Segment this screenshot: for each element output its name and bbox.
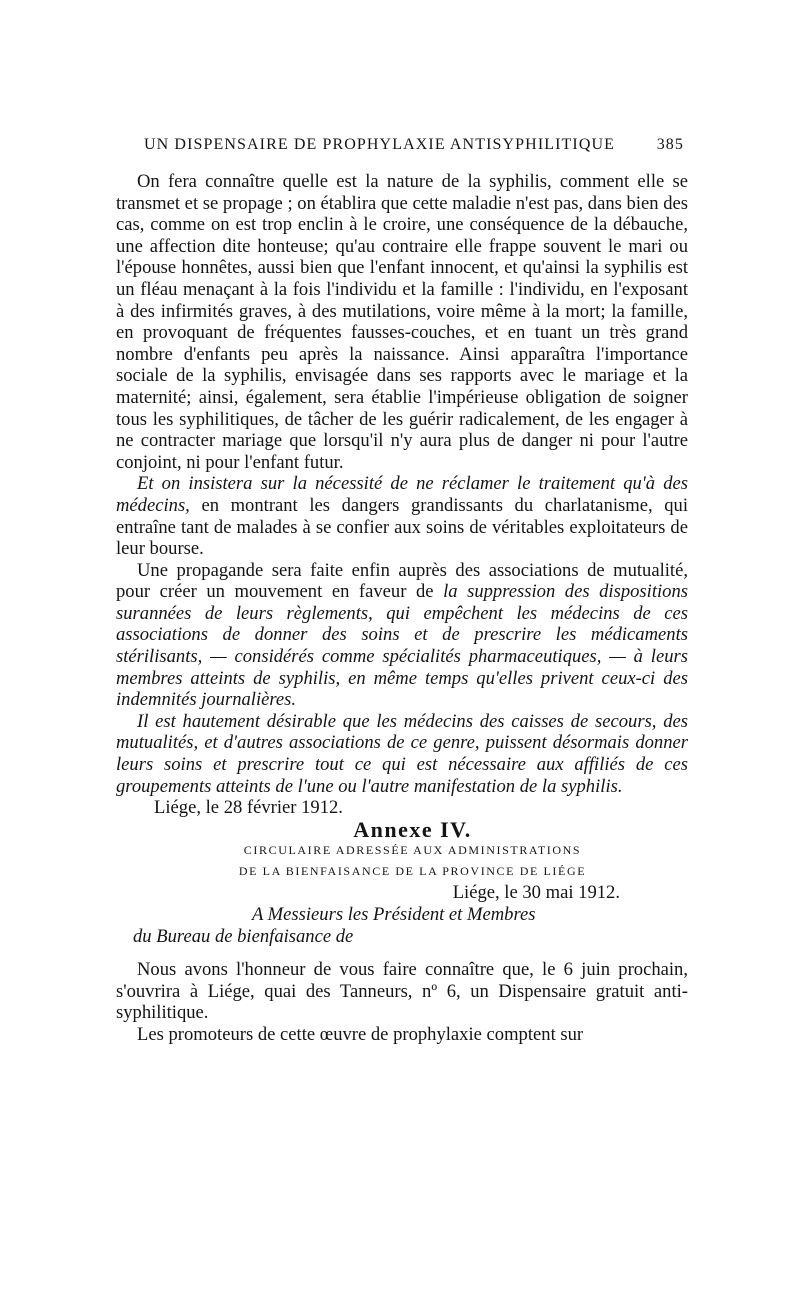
salutation: [116, 904, 688, 947]
paragraph-2: [116, 473, 688, 559]
paragraph-1: On fera connaître quelle est la nature de la syphilis, comment elle se transmet et se propage ; on établira que cette maladie n'est pas, dans bien des cas, comme on est trop enclin à le croire, une conséquence de la débauche, une affection dite honteuse; qu'au contraire elle frappe souvent le mari ou l'épouse honnêtes, aussi bien que l'enfant innocent, et qu'ainsi la syphilis est un fléau menaçant à la fois l'individu et la famille : l'individu, en l'exposant à des infirmités graves, à des mutilations, voire même à la mort; la famille, en provoquant de fréquentes fausses-couches, et en tuant un très grand nombre d'enfants peu après la naissance. Ainsi apparaîtra l'importance sociale de la syphilis, envisagée dans ses rapports avec le mariage et la maternité; ainsi, également, sera établie l'impérieuse obligation de soigner tous les syphilitiques, de tâcher de les guérir radicalement, de les engager à ne contracter mariage que lorsqu'il n'y aura plus de danger ni pour l'autre conjoint, ni pour l'enfant futur.: [116, 171, 688, 473]
circular-paragraph-1: Nous avons l'honneur de vous faire connaître que, le 6 juin prochain, s'ouvrira à Liége, quai des Tanneurs, nº 6, un Dispensaire gratuit anti-syphilitique.: [116, 959, 688, 1024]
circular-paragraph-2: Les promoteurs de cette œuvre de prophylaxie comptent sur: [137, 1023, 584, 1045]
paragraph-2-rest: en montrant les dangers grandissants du charlatanisme, qui entraîne tant de malades à se confier aux soins de véritables exploitateurs de leur bourse.: [116, 494, 688, 560]
salutation-line-1: A Messieurs les Président et Membres: [252, 904, 536, 925]
annexe-subtitle-line-2: DE LA BIENFAISANCE DE LA PROVINCE DE LIÉGE: [238, 864, 587, 879]
salutation-line-2: du Bureau de bienfaisance de: [133, 925, 354, 947]
paragraph-3: [116, 560, 688, 711]
circular-date: Liége, le 30 mai 1912.: [452, 882, 620, 904]
body-text: [116, 171, 688, 1046]
paragraph-3-start: Une propagande sera faite enfin auprès des associations de mutualité, pour créer un mouvement en faveur de: [116, 559, 688, 603]
paragraph-2-italic: Et on insistera sur la nécessité de ne réclamer le traitement qu'à des médecins,: [116, 473, 688, 516]
place-date: Liége, le 28 février 1912.: [154, 797, 343, 819]
annexe-subtitle-line-1: CIRCULAIRE ADRESSÉE AUX ADMINISTRATIONS: [243, 843, 582, 858]
paragraph-4: Il est hautement désirable que les médecins des caisses de secours, des mutualités, et d'autres associations de ce genre, puissent désormais donner leurs soins et prescrire tout ce qui est nécessaire aux affiliés de ces groupements atteints de l'une ou l'autre manifestation de la syphilis.: [116, 710, 688, 797]
annexe-title: Annexe IV.: [353, 816, 472, 842]
running-title: UN DISPENSAIRE DE PROPHYLAXIE ANTISYPHILITIQUE: [144, 136, 616, 153]
page-number: 385: [656, 136, 684, 153]
paragraph-3-italic: la suppression des dispositions surannées de leurs règlements, qui empêchent les médecins de ces associations de donner des soins et de prescrire les médicaments stérilisants, — considérés comme spécialités pharmaceutiques, — à leurs membres atteints de syphilis, en même temps qu'elles privent ceux-ci des indemnités journalières.: [116, 581, 688, 711]
